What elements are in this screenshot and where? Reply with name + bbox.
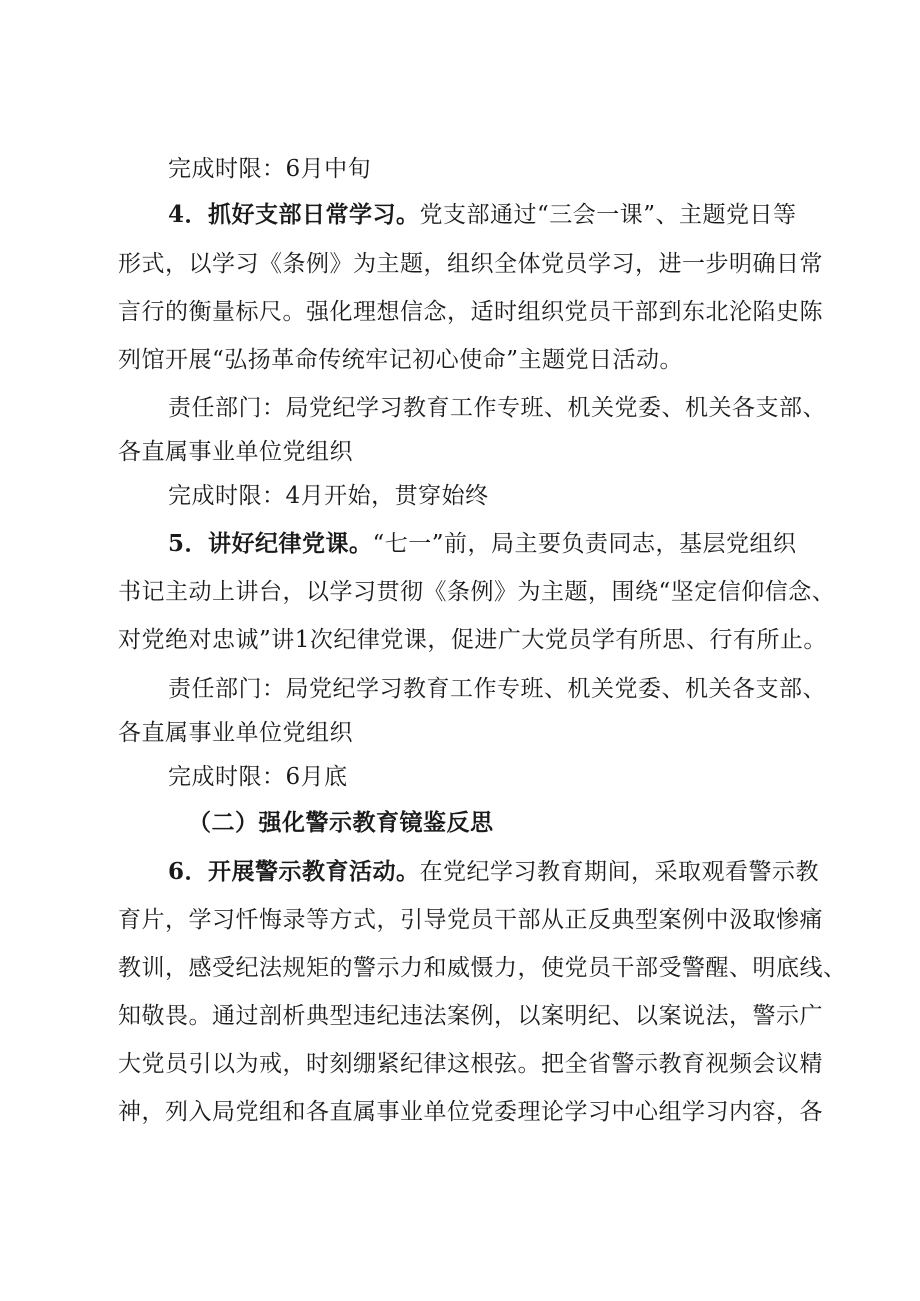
item6-line4: 知敬畏。通过剖析典型违纪违法案例，以案明纪、以案说法，警示广 <box>118 1003 823 1029</box>
item4-line3: 言行的衡量标尺。强化理想信念，适时组织党员干部到东北沦陷史陈 <box>118 299 823 325</box>
item3-deadline: 完成时限：6月中旬 <box>168 156 372 182</box>
item5-line1-text: “七一”前，局主要负责同志，基层党组织 <box>372 531 797 557</box>
item4-responsible-line2: 各直属事业单位党组织 <box>118 439 353 465</box>
item5-responsible-line1: 责任部门：局党纪学习教育工作专班、机关党委、机关各支部、 <box>168 676 826 702</box>
item6-heading: 开展警示教育活动。 <box>208 858 420 885</box>
item6-line5: 大党员引以为戒，时刻绷紧纪律这根弦。把全省警示教育视频会议精 <box>118 1051 823 1077</box>
item5-line3: 对党绝对忠诚”讲1次纪律党课，促进广大党员学有所思、行有所止。 <box>118 627 827 653</box>
item5-line2: 书记主动上讲台，以学习贯彻《条例》为主题，围绕“坚定信仰信念、 <box>118 579 836 605</box>
item5-heading: 讲好纪律党课。 <box>208 530 373 557</box>
item6-line1-text: 在党纪学习教育期间，采取观看警示教 <box>419 859 820 885</box>
item4-first-line <box>168 200 868 230</box>
item6-first-line <box>168 857 868 887</box>
item5-number: 5． <box>168 530 209 557</box>
item4-number: 4． <box>168 201 209 228</box>
item4-line1-text: 党支部通过“三会一课”、主题党日等 <box>419 202 797 228</box>
item6-number: 6． <box>168 858 209 885</box>
item6-line2: 育片，学习忏悔录等方式，引导党员干部从正反典型案例中汲取惨痛 <box>118 907 823 933</box>
item4-line4: 列馆开展“弘扬革命传统牢记初心使命”主题党日活动。 <box>118 347 684 373</box>
item6-line6: 神，列入局党组和各直属事业单位党委理论学习中心组学习内容，各 <box>118 1099 823 1125</box>
section-2-title: （二）强化警示教育镜鉴反思 <box>188 809 494 836</box>
item5-first-line <box>168 529 868 559</box>
item5-responsible-line2: 各直属事业单位党组织 <box>118 720 353 746</box>
item5-deadline: 完成时限：6月底 <box>168 764 348 790</box>
item4-responsible-line1: 责任部门：局党纪学习教育工作专班、机关党委、机关各支部、 <box>168 395 826 421</box>
item4-heading: 抓好支部日常学习。 <box>208 201 420 228</box>
item4-deadline: 完成时限：4月开始，贯穿始终 <box>168 483 489 509</box>
item6-line3: 教训，感受纪法规矩的警示力和威慑力，使党员干部受警醒、明底线、 <box>118 955 847 981</box>
item4-line2: 形式，以学习《条例》为主题，组织全体党员学习，进一步明确日常 <box>118 251 823 277</box>
